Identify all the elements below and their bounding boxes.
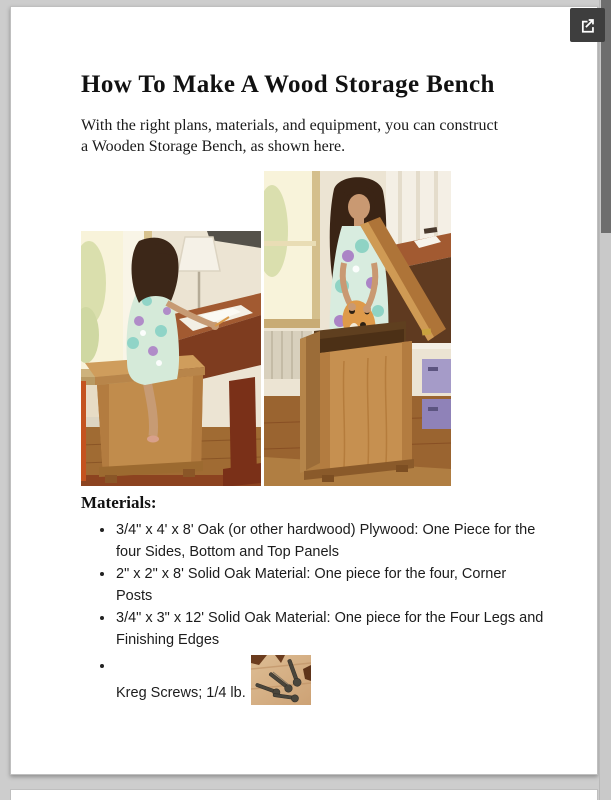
list-item-text: Kreg Screws; 1/4 lb.: [116, 685, 246, 701]
page-title: How To Make A Wood Storage Bench: [81, 71, 495, 98]
list-item: [98, 607, 546, 651]
open-in-new-window-button[interactable]: [570, 8, 605, 42]
next-page-top: [10, 789, 598, 800]
list-item-text: 3/4" x 4' x 8' Oak (or other hardwood) Plywood: One Piece for the four Sides, Bottom and Top Panels: [116, 522, 536, 560]
scrollbar[interactable]: [599, 0, 611, 800]
list-item: [98, 519, 546, 563]
photo-girl-open-bench: [264, 171, 451, 486]
kreg-screws-image: [251, 655, 311, 705]
list-item: [98, 655, 546, 705]
materials-heading: Materials:: [81, 493, 157, 512]
open-in-new-icon: [578, 16, 597, 35]
photo-girl-sitting-on-bench: [81, 231, 261, 486]
list-item-text: 3/4" x 3" x 12' Solid Oak Material: One piece for the Four Legs and Finishing Edges: [116, 610, 544, 648]
intro-paragraph: With the right plans, materials, and equipment, you can construct a Wooden Storage Bench, as shown here.: [81, 117, 499, 155]
materials-list: [98, 519, 546, 705]
list-item-text: 2" x 2" x 8' Solid Oak Material: One piece for the four, Corner Posts: [116, 566, 507, 604]
document-page: [10, 6, 598, 775]
list-item: [98, 563, 546, 607]
